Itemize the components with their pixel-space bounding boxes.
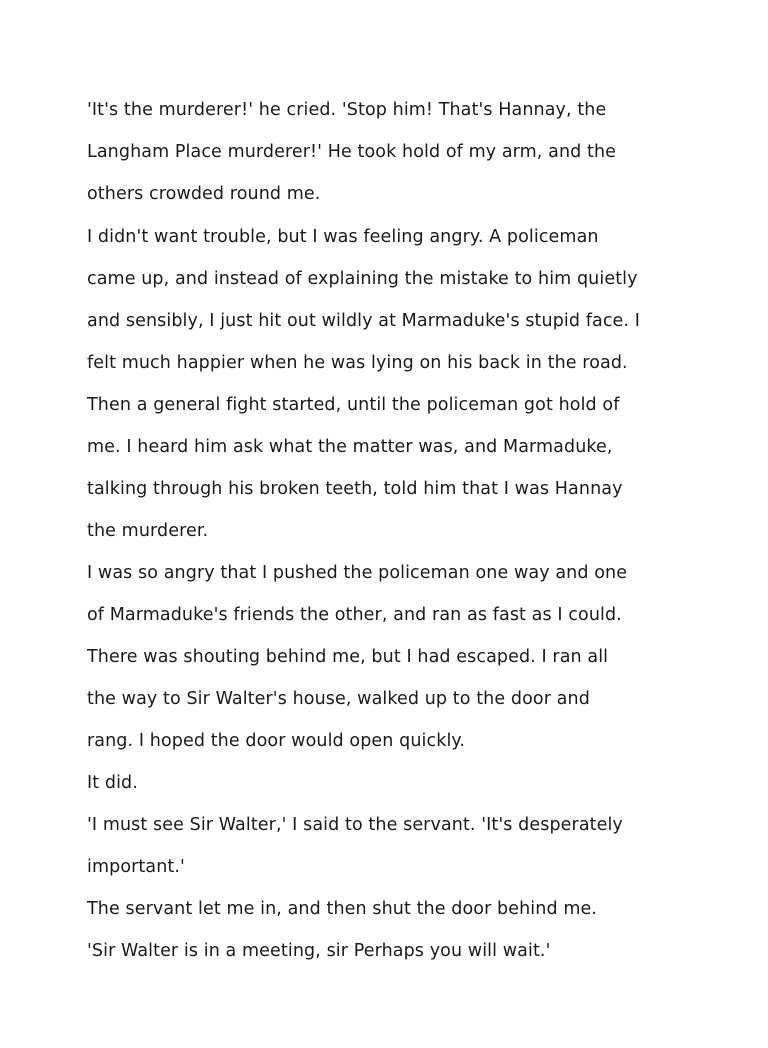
text-line: and sensibly, I just hit out wildly at Marmaduke's stupid face. I xyxy=(87,311,641,331)
text-line: came up, and instead of explaining the mistake to him quietly xyxy=(87,269,638,289)
text-line: of Marmaduke's friends the other, and ran as fast as I could. xyxy=(87,605,622,625)
text-line: I didn't want trouble, but I was feeling angry. A policeman xyxy=(87,227,599,247)
text-line: the murderer. xyxy=(87,521,209,541)
text-line: I was so angry that I pushed the policeman one way and one xyxy=(87,563,628,583)
text-line: talking through his broken teeth, told him that I was Hannay xyxy=(87,479,623,499)
text-line: felt much happier when he was lying on his back in the road. xyxy=(87,353,628,373)
text-line: 'Sir Walter is in a meeting, sir Perhaps you will wait.' xyxy=(87,941,551,961)
text-line: the way to Sir Walter's house, walked up to the door and xyxy=(87,689,590,709)
text-line: others crowded round me. xyxy=(87,184,321,204)
text-line: 'It's the murderer!' he cried. 'Stop him! That's Hannay, the xyxy=(87,100,607,120)
text-line: 'I must see Sir Walter,' I said to the servant. 'It's desperately xyxy=(87,815,623,835)
text-line: rang. I hoped the door would open quickly. xyxy=(87,731,466,751)
text-line: The servant let me in, and then shut the door behind me. xyxy=(87,899,598,919)
text-line: Langham Place murderer!' He took hold of my arm, and the xyxy=(87,142,617,162)
text-line: There was shouting behind me, but I had escaped. I ran all xyxy=(87,647,609,667)
text-line: important.' xyxy=(87,857,185,877)
text-line: Then a general fight started, until the policeman got hold of xyxy=(87,395,620,415)
text-line: me. I heard him ask what the matter was, and Marmaduke, xyxy=(87,437,613,457)
text-line: It did. xyxy=(87,773,138,793)
